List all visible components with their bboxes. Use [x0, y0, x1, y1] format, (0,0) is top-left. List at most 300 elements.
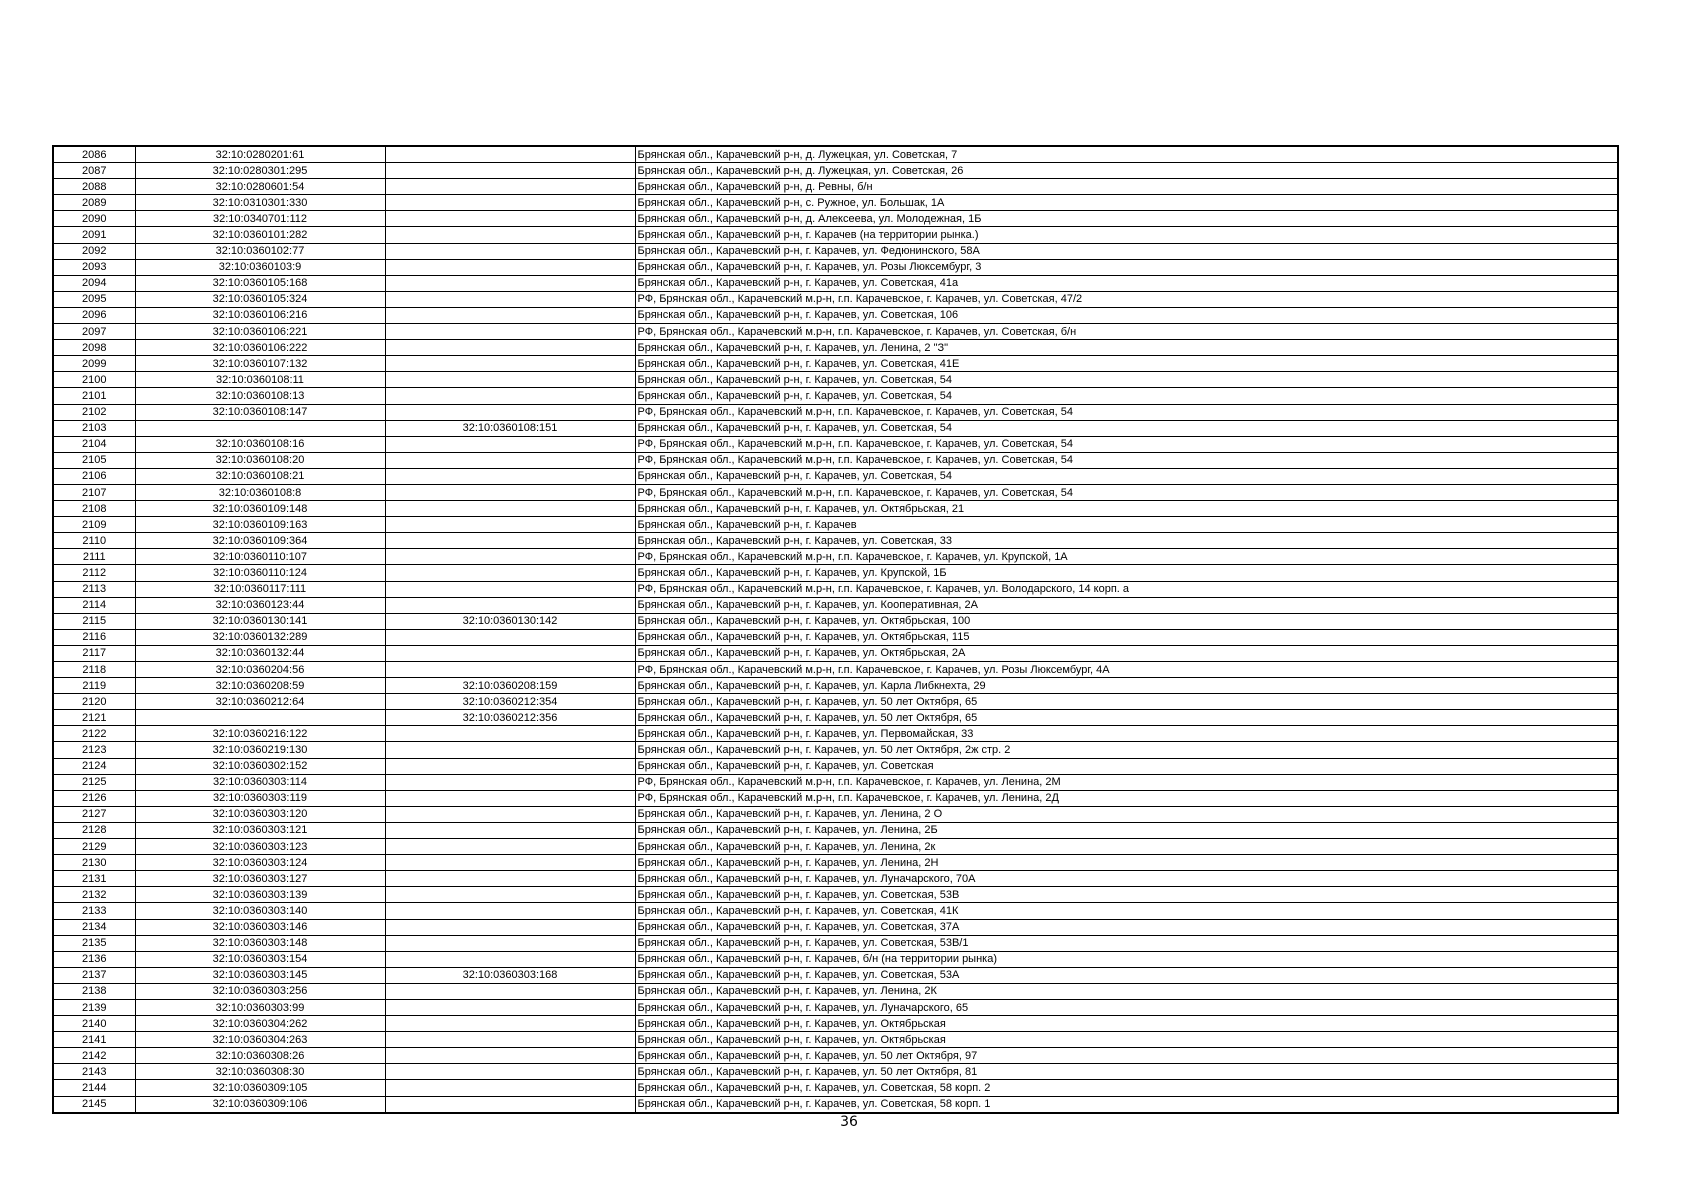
- row-number-cell: 2111: [53, 549, 135, 565]
- address-cell: Брянская обл., Карачевский р-н, г. Карачев, ул. Кооперативная, 2А: [635, 597, 1618, 613]
- row-number-cell: 2124: [53, 758, 135, 774]
- address-cell: Брянская обл., Карачевский р-н, г. Карачев, ул. Федюнинского, 58А: [635, 243, 1618, 259]
- table-row: [53, 1048, 1618, 1064]
- related-cadastral-number-cell: [385, 195, 635, 211]
- related-cadastral-number-cell: [385, 1016, 635, 1032]
- address-cell: РФ, Брянская обл., Карачевский м.р-н, г.п. Карачевское, г. Карачев, ул. Володарского, 14 корп. а: [635, 581, 1618, 597]
- table-row: [53, 195, 1618, 211]
- row-number-cell: 2121: [53, 710, 135, 726]
- row-number-cell: 2131: [53, 871, 135, 887]
- related-cadastral-number-cell: [385, 871, 635, 887]
- row-number-cell: 2135: [53, 935, 135, 951]
- cadastral-number-cell: 32:10:0360106:222: [135, 340, 385, 356]
- address-cell: РФ, Брянская обл., Карачевский м.р-н, г.п. Карачевское, г. Карачев, ул. Ленина, 2Д: [635, 790, 1618, 806]
- row-number-cell: 2106: [53, 468, 135, 484]
- related-cadastral-number-cell: [385, 243, 635, 259]
- table-row: [53, 581, 1618, 597]
- related-cadastral-number-cell: [385, 259, 635, 275]
- address-cell: Брянская обл., Карачевский р-н, г. Карачев (на территории рынка.): [635, 227, 1618, 243]
- cadastral-number-cell: 32:10:0360117:111: [135, 581, 385, 597]
- address-cell: Брянская обл., Карачевский р-н, г. Карачев, ул. Ленина, 2Б: [635, 822, 1618, 838]
- address-cell: Брянская обл., Карачевский р-н, г. Карачев, ул. Крупской, 1Б: [635, 565, 1618, 581]
- cadastral-number-cell: 32:10:0360303:127: [135, 871, 385, 887]
- row-number-cell: 2104: [53, 436, 135, 452]
- related-cadastral-number-cell: [385, 291, 635, 307]
- related-cadastral-number-cell: [385, 533, 635, 549]
- cadastral-number-cell: 32:10:0360101:282: [135, 227, 385, 243]
- table-row: [53, 967, 1618, 983]
- address-cell: Брянская обл., Карачевский р-н, с. Ружное, ул. Большак, 1А: [635, 195, 1618, 211]
- related-cadastral-number-cell: [385, 903, 635, 919]
- table-row: [53, 919, 1618, 935]
- cadastral-number-cell: 32:10:0360309:105: [135, 1080, 385, 1096]
- row-number-cell: 2087: [53, 163, 135, 179]
- table-row: [53, 999, 1618, 1015]
- row-number-cell: 2137: [53, 967, 135, 983]
- cadastral-number-cell: 32:10:0360303:120: [135, 806, 385, 822]
- row-number-cell: 2100: [53, 372, 135, 388]
- related-cadastral-number-cell: [385, 983, 635, 999]
- cadastral-number-cell: 32:10:0310301:330: [135, 195, 385, 211]
- cadastral-number-cell: 32:10:0360303:146: [135, 919, 385, 935]
- related-cadastral-number-cell: [385, 501, 635, 517]
- cadastral-number-cell: 32:10:0360103:9: [135, 259, 385, 275]
- row-number-cell: 2133: [53, 903, 135, 919]
- cadastral-number-cell: 32:10:0280301:295: [135, 163, 385, 179]
- row-number-cell: 2103: [53, 420, 135, 436]
- address-cell: Брянская обл., Карачевский р-н, г. Карачев, ул. Советская, 41а: [635, 275, 1618, 291]
- related-cadastral-number-cell: [385, 919, 635, 935]
- address-cell: Брянская обл., Карачевский р-н, г. Карачев, ул. Октябрьская: [635, 1016, 1618, 1032]
- related-cadastral-number-cell: 32:10:0360108:151: [385, 420, 635, 436]
- table-row: [53, 565, 1618, 581]
- table-row: [53, 983, 1618, 999]
- cadastral-number-cell: 32:10:0360303:124: [135, 855, 385, 871]
- table-row: [53, 951, 1618, 967]
- row-number-cell: 2089: [53, 195, 135, 211]
- row-number-cell: 2113: [53, 581, 135, 597]
- row-number-cell: 2120: [53, 694, 135, 710]
- related-cadastral-number-cell: [385, 999, 635, 1015]
- address-cell: Брянская обл., Карачевский р-н, г. Карачев, ул. Советская, 58 корп. 2: [635, 1080, 1618, 1096]
- related-cadastral-number-cell: [385, 662, 635, 678]
- table-row: [53, 662, 1618, 678]
- address-cell: Брянская обл., Карачевский р-н, г. Карачев, ул. Советская, 37А: [635, 919, 1618, 935]
- row-number-cell: 2140: [53, 1016, 135, 1032]
- table-row: [53, 742, 1618, 758]
- table-row: [53, 227, 1618, 243]
- related-cadastral-number-cell: [385, 179, 635, 195]
- row-number-cell: 2097: [53, 324, 135, 340]
- cadastral-number-cell: 32:10:0360109:148: [135, 501, 385, 517]
- row-number-cell: 2128: [53, 822, 135, 838]
- cadastral-number-cell: 32:10:0360108:21: [135, 468, 385, 484]
- address-cell: Брянская обл., Карачевский р-н, г. Карачев, ул. Советская, 33: [635, 533, 1618, 549]
- related-cadastral-number-cell: [385, 549, 635, 565]
- row-number-cell: 2145: [53, 1096, 135, 1113]
- cadastral-number-cell: 32:10:0360212:64: [135, 694, 385, 710]
- row-number-cell: 2132: [53, 887, 135, 903]
- address-cell: Брянская обл., Карачевский р-н, д. Лужецкая, ул. Советская, 7: [635, 146, 1618, 163]
- table-row: [53, 179, 1618, 195]
- table-row: [53, 1016, 1618, 1032]
- table-row: [53, 694, 1618, 710]
- address-cell: Брянская обл., Карачевский р-н, г. Карачев, ул. Луначарского, 70А: [635, 871, 1618, 887]
- related-cadastral-number-cell: [385, 163, 635, 179]
- table-row: [53, 275, 1618, 291]
- table-row: [53, 903, 1618, 919]
- table-row: [53, 291, 1618, 307]
- table-row: [53, 871, 1618, 887]
- related-cadastral-number-cell: [385, 726, 635, 742]
- cadastral-number-cell: 32:10:0360303:123: [135, 839, 385, 855]
- address-cell: Брянская обл., Карачевский р-н, г. Карачев, ул. Октябрьская, 115: [635, 629, 1618, 645]
- row-number-cell: 2109: [53, 517, 135, 533]
- cadastral-number-cell: 32:10:0360303:140: [135, 903, 385, 919]
- table-row: [53, 645, 1618, 661]
- address-cell: Брянская обл., Карачевский р-н, г. Карачев, б/н (на территории рынка): [635, 951, 1618, 967]
- table-row: [53, 822, 1618, 838]
- row-number-cell: 2093: [53, 259, 135, 275]
- cadastral-number-cell: 32:10:0360303:119: [135, 790, 385, 806]
- related-cadastral-number-cell: 32:10:0360303:168: [385, 967, 635, 983]
- cadastral-number-cell: [135, 420, 385, 436]
- related-cadastral-number-cell: [385, 404, 635, 420]
- cadastral-number-cell: 32:10:0360308:26: [135, 1048, 385, 1064]
- related-cadastral-number-cell: [385, 951, 635, 967]
- table-row: [53, 324, 1618, 340]
- row-number-cell: 2144: [53, 1080, 135, 1096]
- cadastral-number-cell: 32:10:0360109:163: [135, 517, 385, 533]
- table-row: [53, 806, 1618, 822]
- row-number-cell: 2141: [53, 1032, 135, 1048]
- table-row: [53, 259, 1618, 275]
- row-number-cell: 2118: [53, 662, 135, 678]
- cadastral-number-cell: 32:10:0360105:324: [135, 291, 385, 307]
- cadastral-number-cell: 32:10:0340701:112: [135, 211, 385, 227]
- related-cadastral-number-cell: [385, 839, 635, 855]
- row-number-cell: 2095: [53, 291, 135, 307]
- row-number-cell: 2114: [53, 597, 135, 613]
- address-cell: Брянская обл., Карачевский р-н, г. Карачев, ул. Советская, 58 корп. 1: [635, 1096, 1618, 1113]
- address-cell: Брянская обл., Карачевский р-н, г. Карачев, ул. 50 лет Октября, 65: [635, 710, 1618, 726]
- cadastral-number-cell: 32:10:0360303:99: [135, 999, 385, 1015]
- row-number-cell: 2117: [53, 645, 135, 661]
- cadastral-number-cell: 32:10:0360106:216: [135, 307, 385, 323]
- address-cell: Брянская обл., Карачевский р-н, г. Карачев, ул. Советская, 53А: [635, 967, 1618, 983]
- related-cadastral-number-cell: [385, 388, 635, 404]
- page-number: 36: [840, 1114, 858, 1130]
- related-cadastral-number-cell: 32:10:0360212:356: [385, 710, 635, 726]
- address-cell: РФ, Брянская обл., Карачевский м.р-н, г.п. Карачевское, г. Карачев, ул. Крупской, 1А: [635, 549, 1618, 565]
- related-cadastral-number-cell: [385, 790, 635, 806]
- cadastral-number-cell: 32:10:0360303:154: [135, 951, 385, 967]
- cadastral-number-cell: 32:10:0360208:59: [135, 678, 385, 694]
- address-cell: Брянская обл., Карачевский р-н, г. Карачев, ул. Розы Люксембург, 3: [635, 259, 1618, 275]
- address-cell: Брянская обл., Карачевский р-н, г. Карачев, ул. Карла Либкнехта, 29: [635, 678, 1618, 694]
- address-cell: Брянская обл., Карачевский р-н, г. Карачев, ул. 50 лет Октября, 97: [635, 1048, 1618, 1064]
- related-cadastral-number-cell: [385, 935, 635, 951]
- table-row: [53, 758, 1618, 774]
- related-cadastral-number-cell: [385, 774, 635, 790]
- related-cadastral-number-cell: [385, 565, 635, 581]
- address-cell: Брянская обл., Карачевский р-н, г. Карачев, ул. Советская, 54: [635, 468, 1618, 484]
- table-row: [53, 710, 1618, 726]
- cadastral-number-cell: 32:10:0360303:139: [135, 887, 385, 903]
- cadastral-number-cell: 32:10:0280201:61: [135, 146, 385, 163]
- cadastral-number-cell: 32:10:0360108:11: [135, 372, 385, 388]
- table-row: [53, 388, 1618, 404]
- cadastral-number-cell: 32:10:0360303:148: [135, 935, 385, 951]
- related-cadastral-number-cell: [385, 468, 635, 484]
- address-cell: Брянская обл., Карачевский р-н, г. Карачев, ул. Ленина, 2к: [635, 839, 1618, 855]
- cadastral-number-cell: 32:10:0360130:141: [135, 613, 385, 629]
- table-row: [53, 790, 1618, 806]
- table-row: [53, 372, 1618, 388]
- table-row: [53, 887, 1618, 903]
- cadastral-number-cell: 32:10:0360308:30: [135, 1064, 385, 1080]
- table-row: [53, 340, 1618, 356]
- address-cell: Брянская обл., Карачевский р-н, г. Карачев, ул. Ленина, 2 "З": [635, 340, 1618, 356]
- cadastral-number-cell: 32:10:0360110:124: [135, 565, 385, 581]
- table-row: [53, 211, 1618, 227]
- row-number-cell: 2105: [53, 452, 135, 468]
- address-cell: Брянская обл., Карачевский р-н, г. Карачев, ул. Советская, 41К: [635, 903, 1618, 919]
- related-cadastral-number-cell: [385, 742, 635, 758]
- cadastral-number-cell: 32:10:0360110:107: [135, 549, 385, 565]
- related-cadastral-number-cell: [385, 275, 635, 291]
- row-number-cell: 2098: [53, 340, 135, 356]
- cadastral-number-cell: 32:10:0360303:114: [135, 774, 385, 790]
- cadastral-number-cell: [135, 710, 385, 726]
- table-row: [53, 774, 1618, 790]
- table-row: [53, 146, 1618, 163]
- address-cell: Брянская обл., Карачевский р-н, г. Карачев, ул. 50 лет Октября, 81: [635, 1064, 1618, 1080]
- row-number-cell: 2123: [53, 742, 135, 758]
- row-number-cell: 2110: [53, 533, 135, 549]
- row-number-cell: 2091: [53, 227, 135, 243]
- row-number-cell: 2099: [53, 356, 135, 372]
- related-cadastral-number-cell: 32:10:0360208:159: [385, 678, 635, 694]
- address-cell: Брянская обл., Карачевский р-н, д. Алексеева, ул. Молодежная, 1Б: [635, 211, 1618, 227]
- address-cell: Брянская обл., Карачевский р-н, г. Карачев, ул. Октябрьская, 100: [635, 613, 1618, 629]
- address-cell: РФ, Брянская обл., Карачевский м.р-н, г.п. Карачевское, г. Карачев, ул. Советская, 54: [635, 452, 1618, 468]
- address-cell: Брянская обл., Карачевский р-н, г. Карачев, ул. Советская, 53В: [635, 887, 1618, 903]
- table-row: [53, 613, 1618, 629]
- table-row: [53, 243, 1618, 259]
- row-number-cell: 2094: [53, 275, 135, 291]
- related-cadastral-number-cell: [385, 855, 635, 871]
- address-cell: Брянская обл., Карачевский р-н, г. Карачев, ул. Советская, 53В/1: [635, 935, 1618, 951]
- table-row: [53, 549, 1618, 565]
- address-cell: Брянская обл., Карачевский р-н, г. Карачев, ул. Советская, 54: [635, 372, 1618, 388]
- related-cadastral-number-cell: [385, 1080, 635, 1096]
- row-number-cell: 2101: [53, 388, 135, 404]
- row-number-cell: 2125: [53, 774, 135, 790]
- cadastral-number-cell: 32:10:0360108:20: [135, 452, 385, 468]
- table-row: [53, 404, 1618, 420]
- address-cell: Брянская обл., Карачевский р-н, г. Карачев, ул. Луначарского, 65: [635, 999, 1618, 1015]
- row-number-cell: 2122: [53, 726, 135, 742]
- cadastral-number-cell: 32:10:0360108:147: [135, 404, 385, 420]
- cadastral-number-cell: 32:10:0360303:121: [135, 822, 385, 838]
- related-cadastral-number-cell: [385, 806, 635, 822]
- related-cadastral-number-cell: [385, 436, 635, 452]
- table-row: [53, 1080, 1618, 1096]
- address-cell: РФ, Брянская обл., Карачевский м.р-н, г.п. Карачевское, г. Карачев, ул. Советская, 54: [635, 404, 1618, 420]
- address-cell: Брянская обл., Карачевский р-н, г. Карачев, ул. 50 лет Октября, 2ж стр. 2: [635, 742, 1618, 758]
- related-cadastral-number-cell: [385, 517, 635, 533]
- row-number-cell: 2090: [53, 211, 135, 227]
- cadastral-number-cell: 32:10:0360123:44: [135, 597, 385, 613]
- related-cadastral-number-cell: [385, 340, 635, 356]
- related-cadastral-number-cell: [385, 581, 635, 597]
- table-row: [53, 839, 1618, 855]
- table-row: [53, 629, 1618, 645]
- cadastral-number-cell: 32:10:0360204:56: [135, 662, 385, 678]
- related-cadastral-number-cell: [385, 372, 635, 388]
- related-cadastral-number-cell: [385, 307, 635, 323]
- cadastral-number-cell: 32:10:0280601:54: [135, 179, 385, 195]
- address-cell: Брянская обл., Карачевский р-н, г. Карачев, ул. Советская, 54: [635, 388, 1618, 404]
- table-row: [53, 420, 1618, 436]
- table-row: [53, 452, 1618, 468]
- row-number-cell: 2092: [53, 243, 135, 259]
- table-row: [53, 517, 1618, 533]
- row-number-cell: 2126: [53, 790, 135, 806]
- row-number-cell: 2108: [53, 501, 135, 517]
- row-number-cell: 2096: [53, 307, 135, 323]
- address-cell: Брянская обл., Карачевский р-н, д. Ревны, б/н: [635, 179, 1618, 195]
- table-row: [53, 484, 1618, 500]
- table-row: [53, 726, 1618, 742]
- cadastral-number-cell: 32:10:0360309:106: [135, 1096, 385, 1113]
- table-row: [53, 468, 1618, 484]
- related-cadastral-number-cell: [385, 211, 635, 227]
- cadastral-number-cell: 32:10:0360109:364: [135, 533, 385, 549]
- cadastral-number-cell: 32:10:0360304:263: [135, 1032, 385, 1048]
- related-cadastral-number-cell: [385, 887, 635, 903]
- related-cadastral-number-cell: 32:10:0360130:142: [385, 613, 635, 629]
- table-row: [53, 597, 1618, 613]
- row-number-cell: 2102: [53, 404, 135, 420]
- related-cadastral-number-cell: [385, 629, 635, 645]
- cadastral-number-cell: 32:10:0360304:262: [135, 1016, 385, 1032]
- cadastral-number-cell: 32:10:0360216:122: [135, 726, 385, 742]
- table-body: [53, 146, 1618, 1113]
- related-cadastral-number-cell: [385, 758, 635, 774]
- row-number-cell: 2107: [53, 484, 135, 500]
- address-cell: Брянская обл., Карачевский р-н, г. Карачев, ул. Октябрьская: [635, 1032, 1618, 1048]
- cadastral-number-cell: 32:10:0360303:145: [135, 967, 385, 983]
- address-cell: Брянская обл., Карачевский р-н, г. Карачев, ул. Советская, 106: [635, 307, 1618, 323]
- related-cadastral-number-cell: 32:10:0360212:354: [385, 694, 635, 710]
- address-cell: РФ, Брянская обл., Карачевский м.р-н, г.п. Карачевское, г. Карачев, ул. Советская, 54: [635, 436, 1618, 452]
- cadastral-number-cell: 32:10:0360303:256: [135, 983, 385, 999]
- cadastral-number-cell: 32:10:0360132:44: [135, 645, 385, 661]
- cadastral-number-cell: 32:10:0360302:152: [135, 758, 385, 774]
- address-cell: Брянская обл., Карачевский р-н, г. Карачев, ул. Октябрьская, 2А: [635, 645, 1618, 661]
- table-row: [53, 436, 1618, 452]
- address-cell: Брянская обл., Карачевский р-н, д. Лужецкая, ул. Советская, 26: [635, 163, 1618, 179]
- row-number-cell: 2138: [53, 983, 135, 999]
- related-cadastral-number-cell: [385, 484, 635, 500]
- cadastral-number-cell: 32:10:0360108:8: [135, 484, 385, 500]
- row-number-cell: 2086: [53, 146, 135, 163]
- address-cell: Брянская обл., Карачевский р-н, г. Карачев, ул. Советская, 54: [635, 420, 1618, 436]
- address-cell: РФ, Брянская обл., Карачевский м.р-н, г.п. Карачевское, г. Карачев, ул. Советская, б/н: [635, 324, 1618, 340]
- row-number-cell: 2127: [53, 806, 135, 822]
- cadastral-number-cell: 32:10:0360108:13: [135, 388, 385, 404]
- table-row: [53, 163, 1618, 179]
- address-cell: Брянская обл., Карачевский р-н, г. Карачев, ул. Первомайская, 33: [635, 726, 1618, 742]
- table-row: [53, 678, 1618, 694]
- related-cadastral-number-cell: [385, 822, 635, 838]
- row-number-cell: 2139: [53, 999, 135, 1015]
- related-cadastral-number-cell: [385, 452, 635, 468]
- address-cell: РФ, Брянская обл., Карачевский м.р-н, г.п. Карачевское, г. Карачев, ул. Ленина, 2М: [635, 774, 1618, 790]
- row-number-cell: 2130: [53, 855, 135, 871]
- address-cell: Брянская обл., Карачевский р-н, г. Карачев, ул. Ленина, 2Н: [635, 855, 1618, 871]
- table-row: [53, 356, 1618, 372]
- related-cadastral-number-cell: [385, 227, 635, 243]
- table-row: [53, 1064, 1618, 1080]
- row-number-cell: 2112: [53, 565, 135, 581]
- address-cell: Брянская обл., Карачевский р-н, г. Карачев, ул. 50 лет Октября, 65: [635, 694, 1618, 710]
- row-number-cell: 2116: [53, 629, 135, 645]
- table-row: [53, 935, 1618, 951]
- property-register-table: [52, 145, 1619, 1114]
- related-cadastral-number-cell: [385, 324, 635, 340]
- table-row: [53, 1032, 1618, 1048]
- cadastral-number-cell: 32:10:0360132:289: [135, 629, 385, 645]
- row-number-cell: 2119: [53, 678, 135, 694]
- row-number-cell: 2115: [53, 613, 135, 629]
- address-cell: РФ, Брянская обл., Карачевский м.р-н, г.п. Карачевское, г. Карачев, ул. Советская, 47/2: [635, 291, 1618, 307]
- address-cell: Брянская обл., Карачевский р-н, г. Карачев, ул. Ленина, 2 О: [635, 806, 1618, 822]
- table-row: [53, 1096, 1618, 1113]
- related-cadastral-number-cell: [385, 146, 635, 163]
- table-row: [53, 533, 1618, 549]
- cadastral-number-cell: 32:10:0360108:16: [135, 436, 385, 452]
- cadastral-number-cell: 32:10:0360107:132: [135, 356, 385, 372]
- cadastral-number-cell: 32:10:0360102:77: [135, 243, 385, 259]
- related-cadastral-number-cell: [385, 597, 635, 613]
- row-number-cell: 2134: [53, 919, 135, 935]
- cadastral-number-cell: 32:10:0360219:130: [135, 742, 385, 758]
- row-number-cell: 2142: [53, 1048, 135, 1064]
- address-cell: РФ, Брянская обл., Карачевский м.р-н, г.п. Карачевское, г. Карачев, ул. Розы Люксембург, 4А: [635, 662, 1618, 678]
- address-cell: Брянская обл., Карачевский р-н, г. Карачев, ул. Советская: [635, 758, 1618, 774]
- table-row: [53, 855, 1618, 871]
- row-number-cell: 2143: [53, 1064, 135, 1080]
- related-cadastral-number-cell: [385, 1096, 635, 1113]
- related-cadastral-number-cell: [385, 1048, 635, 1064]
- related-cadastral-number-cell: [385, 1032, 635, 1048]
- cadastral-number-cell: 32:10:0360106:221: [135, 324, 385, 340]
- address-cell: Брянская обл., Карачевский р-н, г. Карачев: [635, 517, 1618, 533]
- row-number-cell: 2129: [53, 839, 135, 855]
- row-number-cell: 2088: [53, 179, 135, 195]
- address-cell: Брянская обл., Карачевский р-н, г. Карачев, ул. Ленина, 2К: [635, 983, 1618, 999]
- related-cadastral-number-cell: [385, 645, 635, 661]
- related-cadastral-number-cell: [385, 356, 635, 372]
- address-cell: РФ, Брянская обл., Карачевский м.р-н, г.п. Карачевское, г. Карачев, ул. Советская, 54: [635, 484, 1618, 500]
- table-row: [53, 307, 1618, 323]
- table-row: [53, 501, 1618, 517]
- row-number-cell: 2136: [53, 951, 135, 967]
- address-cell: Брянская обл., Карачевский р-н, г. Карачев, ул. Октябрьская, 21: [635, 501, 1618, 517]
